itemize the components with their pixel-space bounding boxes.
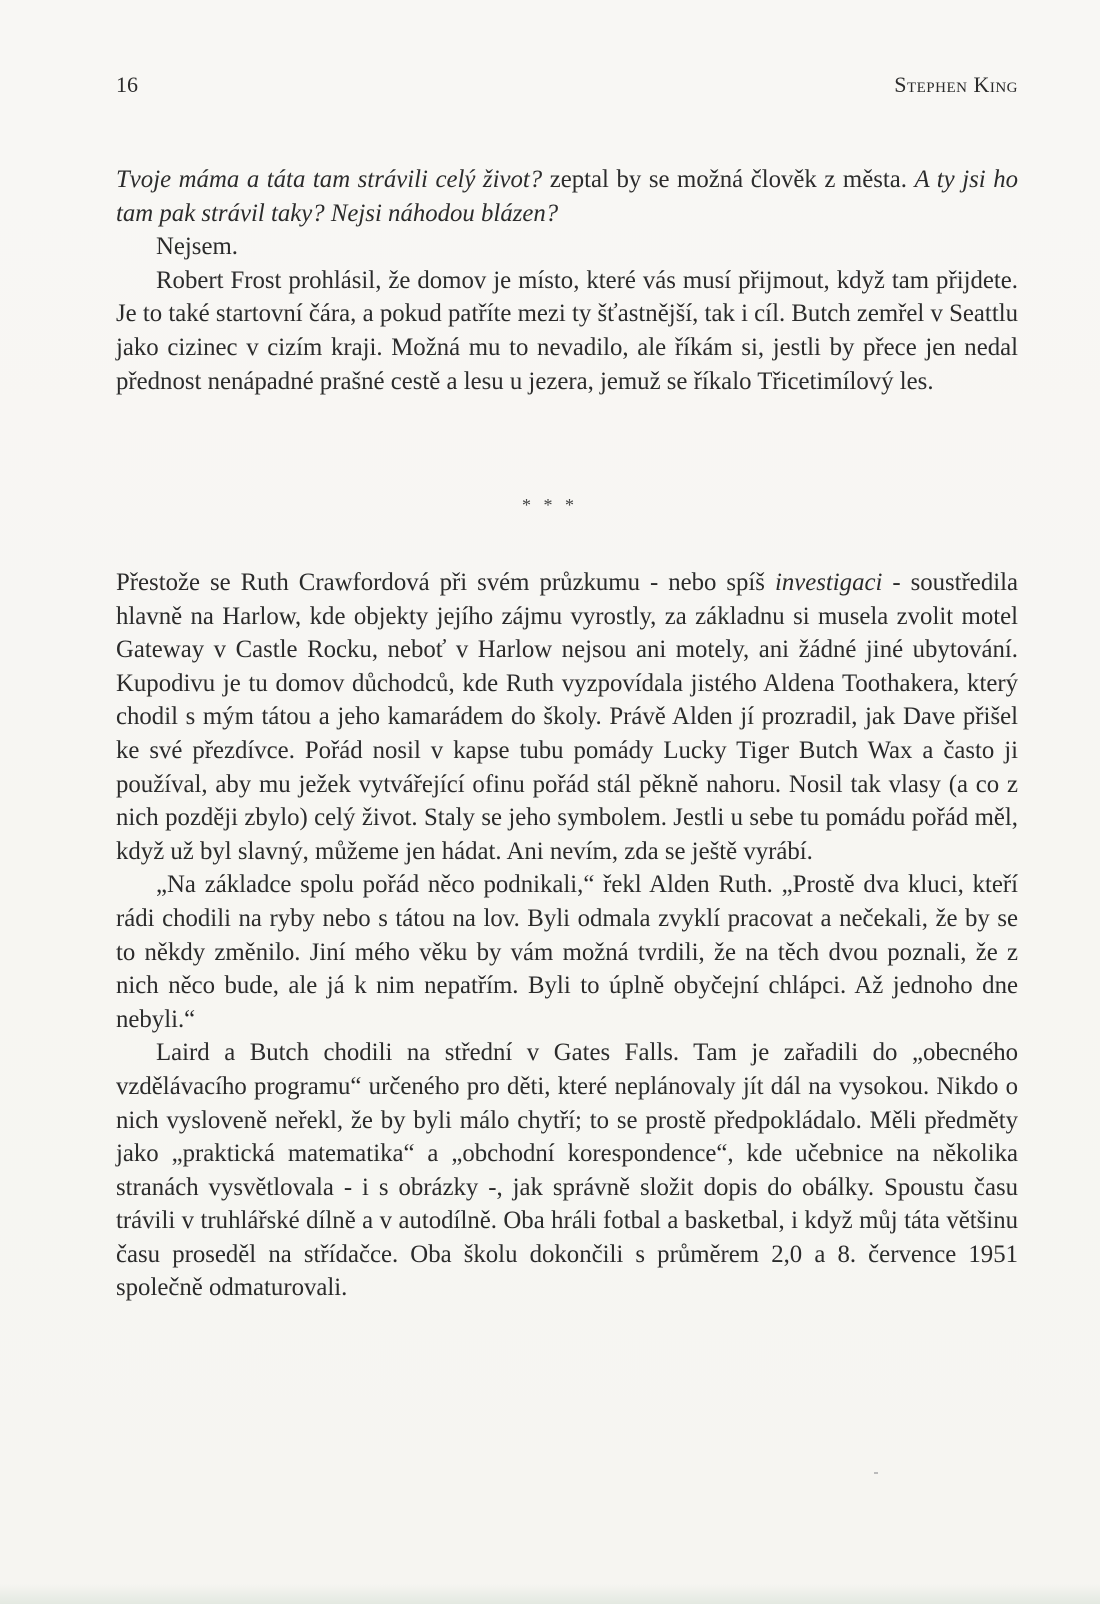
paragraph-text: - soustředila hlavně na Harlow, kde objekty jejího zájmu vyrostly, za základnu si musela zvolit motel Gateway v Castle Rocku, neboť v Harlow nejsou ani motely, ani žádné jiné ubytování. Kupodivu je tu domov důchodců, kde Ruth vyzpovídala jistého Aldena Toothakera, který chodil s mým tátou a jeho kamarádem do školy. Právě Alden jí prozradil, jak Dave přišel ke své přezdívce. Pořád nosil v kapse tubu pomády Lucky Tiger Butch Wax a často ji používal, aby mu ježek vytvářející ofinu pořád stál pěkně nahoru. Nosil tak vlasy (a co z nich později zbylo) celý život. Staly se jeho symbolem. Jestli u sebe tu pomádu pořád měl, když už byl slavný, můžeme jen hádat. Ani nevím, zda se ještě vyrábí. [116,569,1018,865]
scan-speck [874,1472,878,1474]
italic-question: Tvoje máma a táta tam strávili celý život? [116,166,543,193]
italic-word: investigaci [774,569,883,596]
paragraph-text: Přestože se Ruth Crawfordová při svém průzkumu - nebo spíš [116,569,775,596]
paragraph: Nejsem. [156,233,238,261]
paragraph [116,566,1018,868]
section-separator: * * * [522,495,578,515]
narration-text: zeptal by se možná člověk z města. [542,166,915,193]
paragraph [116,163,1018,230]
paragraph: „Na základce spolu pořád něco podnikali,“ řekl Alden Ruth. „Prostě dva kluci, kteří rádi chodili na ryby nebo s tátou na lov. Byli odmala zvyklí pracovat a nečekali, že by se to někdy změnilo. Jiní mého věku by vám možná tvrdili, že na těch dvou poznali, že z nich něco bude, ale já k nim nepatřím. Byli to úplně obyčejní chlápci. Až jednoho dne nebyli.“ [116,871,1018,1033]
scan-edge-shade [0,1584,1100,1604]
italic-question: A ty jsi ho tam pak strávil taky? Nejsi náhodou blázen? [116,166,1019,227]
running-head-author: Stephen King [894,72,1018,97]
text-block-opening [116,163,1018,398]
text-block-section [116,566,1018,1305]
page-number: 16 [116,72,138,97]
paragraph: Robert Frost prohlásil, že domov je místo, které vás musí přijmout, když tam přijdete. Je to také startovní čára, a pokud patříte mezi ty šťastnější, tak i cíl. Butch zemřel v Seattlu jako cizinec v cizím kraji. Možná mu to nevadilo, ale říkám si, jestli by přece jen nedal přednost nenápadné prašné cestě a lesu u jezera, jemuž se říkalo Třicetimílový les. [116,266,1018,395]
paragraph: Laird a Butch chodili na střední v Gates Falls. Tam je zařadili do „obecného vzdělávacího programu“ určeného pro děti, které neplánovaly jít dál na vysokou. Nikdo o nich vysloveně neřekl, že by byli málo chytří; to se prostě předpokládalo. Měli předměty jako „praktická matematika“ a „obchodní korespondence“, kde učebnice na několika stranách vysvětlovala - i s obrázky -, jak správně složit dopis do obálky. Spoustu času trávili v truhlářské dílně a v autodílně. Oba hráli fotbal a basketbal, i když můj táta většinu času proseděl na střídačce. Oba školu dokončili s průměrem 2,0 a 8. července 1951 společně odmaturovali. [116,1039,1018,1302]
